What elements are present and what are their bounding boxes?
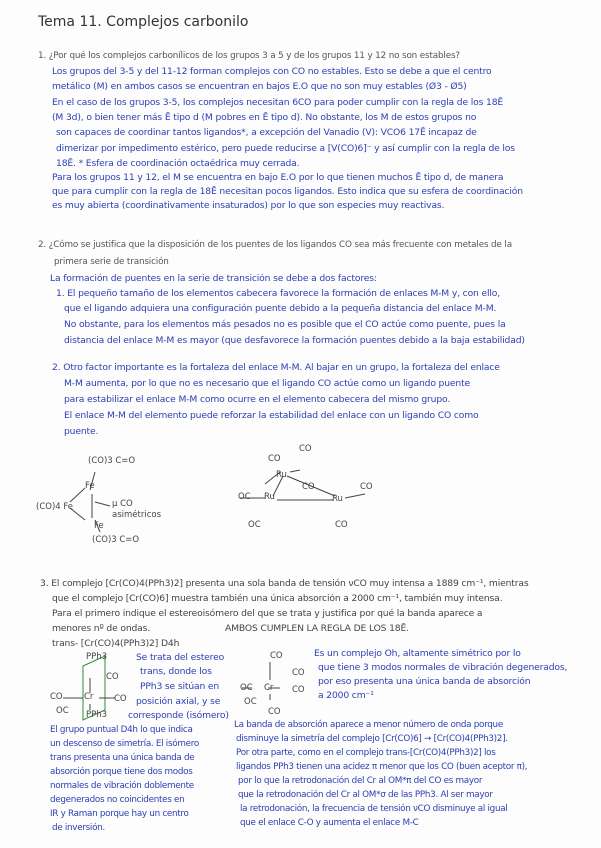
oc-label: OC [56,706,69,716]
para-line: Por otra parte, como en el complejo trans-[Cr(CO)4(PPh3)2] los [236,748,496,758]
co-label: CO [360,482,373,492]
cr-atom: Cr [84,692,94,702]
question-1: 1. ¿Por qué los complejos carbonílicos de los grupos 3 a 5 y de los grupos 11 y 12 no son estables? [38,51,460,61]
note-line: trans, donde los [140,666,212,677]
asymmetric-label: asimétricos [112,510,161,520]
co-label: CO [292,668,305,678]
answer-line: puente. [64,426,99,437]
cr-atom: Cr [264,683,274,693]
para-line: normales de vibración doblemente [50,781,194,791]
page-title: Tema 11. Complejos carbonilo [38,14,249,30]
para-line: la retrodonación, la frecuencia de tensión νCO disminuye al igual [240,804,508,814]
co-label: CO [302,482,315,492]
para-line: disminuye la simetría del complejo [Cr(CO)6] → [Cr(CO)4(PPh3)2]. [236,734,508,744]
co-label: CO [106,672,119,682]
answer-line: (M 3d), o bien tener más Ē tipo d (M pobres en Ē tipo d). No obstante, los M de estos grupos no [52,112,477,123]
question-3: 3. El complejo [Cr(CO)4(PPh3)2] presenta una sola banda de tensión νCO muy intensa a 1889 cm⁻¹, mientras [40,578,529,589]
answer-line: Los grupos del 3-5 y del 11-12 forman complejos con CO no estables. Esto se debe a que el centro [52,66,492,77]
co-right: CO [114,694,127,704]
answer-line: dimerizar por impedimento estérico, pero puede reducirse a [V(CO)6]⁻ y así cumplir con la regla de los [56,143,515,154]
answer-line: es muy abierta (coordinativamente insaturados) por lo que son especies muy reactivas. [52,200,445,211]
fe-left: (CO)4 Fe [36,502,74,512]
oc-label: OC [248,520,261,530]
answer-line: metálico (M) en ambos casos se encuentran en bajos E.O que no son muy estables (Ø3 - Ø5) [52,81,467,92]
co-label: CO [268,707,281,717]
answer-line: que para cumplir con la regla de 18Ē necesitan pocos ligandos. Esto indica que su esfera de coordinación [52,186,523,197]
note-line: Es un complejo Oh, altamente simétrico por lo [314,648,521,659]
para-line: que la retrodonación del Cr al OM*σ de las PPh3. Al ser mayor [238,790,493,800]
oc-label: OC [240,683,253,693]
para-line: trans presenta una única banda de [50,753,195,763]
para-line: degenerados no coincidentes en [50,795,185,805]
pph3-bottom: PPh3 [86,710,108,720]
answer-line: El enlace M-M del elemento puede reforzar la estabilidad del enlace con un ligando CO como [64,410,479,421]
answer-line: para estabilizar el enlace M-M como ocurre en el elemento cabecera del mismo grupo. [64,394,451,405]
note-line: corresponde (isómero) [128,710,229,721]
fe-bottom-co: (CO)3 C=O [92,535,140,545]
co-label: CO [270,651,283,661]
para-line: que el enlace C-O y aumenta el enlace M-C [240,818,419,828]
note-line: que tiene 3 modos normales de vibración degenerados, [318,662,568,673]
pph3-top: PPh3 [86,652,108,662]
note-line: posición axial, y se [136,696,221,707]
answer-line: 1. El pequeño tamaño de los elementos cabecera favorece la formación de enlaces M-M y, con ello, [56,288,501,299]
fe-atom-2: Fe [94,521,104,531]
note-18e: AMBOS CUMPLEN LA REGLA DE LOS 18Ē. [225,623,409,634]
answer-line: La formación de puentes en la serie de transición se debe a dos factores: [50,273,377,284]
co-label: CO [299,444,312,454]
oc-label: OC [238,492,251,502]
para-line: absorción porque tiene dos modos [50,767,193,777]
answer-line: M-M aumenta, por lo que no es necesario que el ligando CO actúe como un ligando puente [64,378,471,389]
fe-top-co: (CO)3 C=O [88,456,136,466]
para-line: La banda de absorción aparece a menor número de onda porque [234,720,503,730]
para-line: El grupo puntual D4h lo que indica [50,725,193,735]
co-label: CO [335,520,348,530]
answer-line: son capaces de coordinar tantos ligandos*, a excepción del Vanadio (V): VCO6 17Ē incapaz de [56,127,477,138]
answer-line: Para los grupos 11 y 12, el M se encuentra en bajo E.O por lo que tienen muchos Ē tipo d, de manera [52,172,504,183]
answer-line: distancia del enlace M-M es mayor (que desfavorece la formación puentes debido a la baja estabilidad) [64,335,525,346]
answer-line: que el ligando adquiera una configuración puente debido a la pequeña distancia del enlace M-M. [64,303,497,314]
ru-atom: Ru [332,494,343,504]
fe-atom-1: Fe [85,481,95,491]
note-line: Se trata del estereo [136,652,225,663]
para-line: de inversión. [52,823,105,833]
para-line: ligandos PPh3 tienen una acidez π menor que los CO (buen aceptor π), [236,762,528,772]
note-line: PPh3 se sitúan en [140,681,220,692]
mu-co-label: μ CO [112,499,133,509]
co-left: CO [50,692,63,702]
ru-atom: Ru [264,492,275,502]
para-line: por lo que la retrodonación del Cr al OM*π del CO es mayor [238,776,483,786]
para-line: un descenso de simetría. El isómero [50,739,199,749]
note-line: por eso presenta una única banda de absorción [318,676,531,687]
answer-line: No obstante, para los elementos más pesados no es posible que el CO actúe como puente, pues la [64,319,506,330]
para-line: IR y Raman porque hay un centro [50,809,189,819]
note-line: a 2000 cm⁻¹ [318,690,374,701]
co-label: CO [268,454,281,464]
ru-atom: Ru [276,470,287,480]
answer-line: 2. Otro factor importante es la fortaleza del enlace M-M. Al bajar en un grupo, la fortaleza del enlace [52,362,500,373]
question-2-cont: primera serie de transición [54,257,169,267]
oc-label: OC [244,697,257,707]
answer-line: 18Ē. * Esfera de coordinación octaédrica muy cerrada. [56,158,300,169]
answer-line: En el caso de los grupos 3-5, los complejos necesitan 6CO para poder cumplir con la regla de los 18Ē [52,97,504,108]
co-label: CO [292,685,305,695]
question-2: 2. ¿Cómo se justifica que la disposición de los puentes de los ligandos CO sea más frecuente con metales de la [38,240,512,250]
trans-label: trans- [Cr(CO)4(PPh3)2] D4h [52,638,180,649]
question-3-line: menores nº de ondas. [52,623,151,634]
question-3-line: Para el primero indique el estereoisómero del que se trata y justifica por qué la banda aparece a [52,608,483,619]
question-3-line: que el complejo [Cr(CO)6] muestra también una única absorción a 2000 cm⁻¹, también muy intensa. [52,593,503,604]
